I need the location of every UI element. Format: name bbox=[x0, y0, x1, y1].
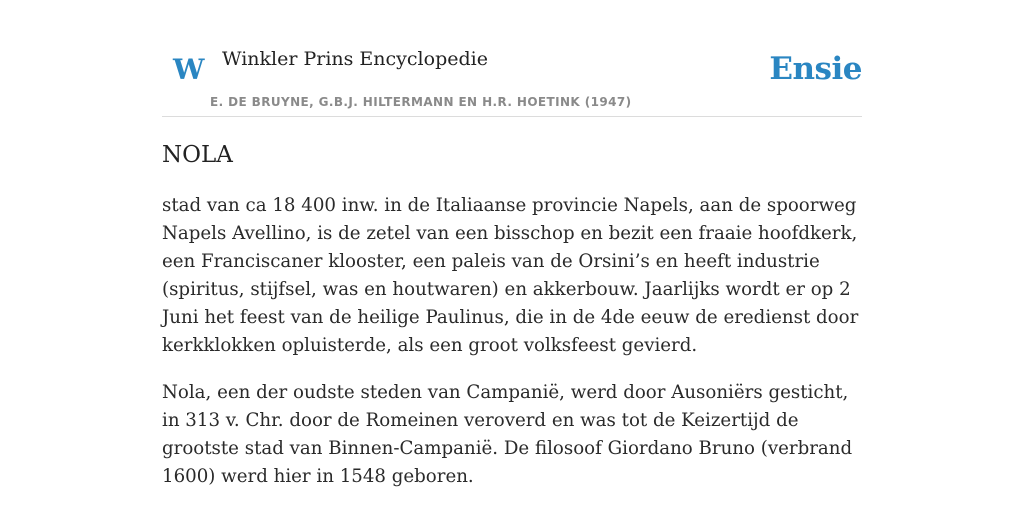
ensie-logo-link[interactable]: Ensie bbox=[769, 51, 862, 87]
article-paragraph: stad van ca 18 400 inw. in de Italiaanse provincie Napels, aan de spoorweg Napels Avellino, is de zetel van een bisschop en bezit een fraaie hoofdkerk, een Franciscaner klooster, een paleis van de Orsini’s en heeft industrie (spiritus, stijfsel, was en houtwaren) en akkerbouw. Jaarlijks wordt er op 2 Juni het feest van de heilige Paulinus, die in de 4de eeuw de eredienst door kerkklokken opluisterde, als een groot volksfeest gevierd. bbox=[162, 195, 859, 356]
article-paragraph: Nola, een der oudste steden van Campanië, werd door Ausoniërs gesticht, in 313 v. Chr. door de Romeinen veroverd en was tot de Keizertijd de grootste stad van Binnen-Campanië. De filosoof Giordano Bruno (verbrand 1600) werd hier in 1548 geboren. bbox=[162, 382, 853, 487]
article-body bbox=[162, 192, 862, 510]
publication-authors: E. DE BRUYNE, G.B.J. HILTERMANN EN H.R. HOETINK (1947) bbox=[210, 95, 632, 109]
article-title: NOLA bbox=[162, 142, 233, 168]
publication-header bbox=[162, 0, 862, 117]
page bbox=[162, 0, 862, 512]
publication-title[interactable]: Winkler Prins Encyclopedie bbox=[222, 48, 488, 70]
publication-logo[interactable]: W bbox=[173, 53, 205, 86]
